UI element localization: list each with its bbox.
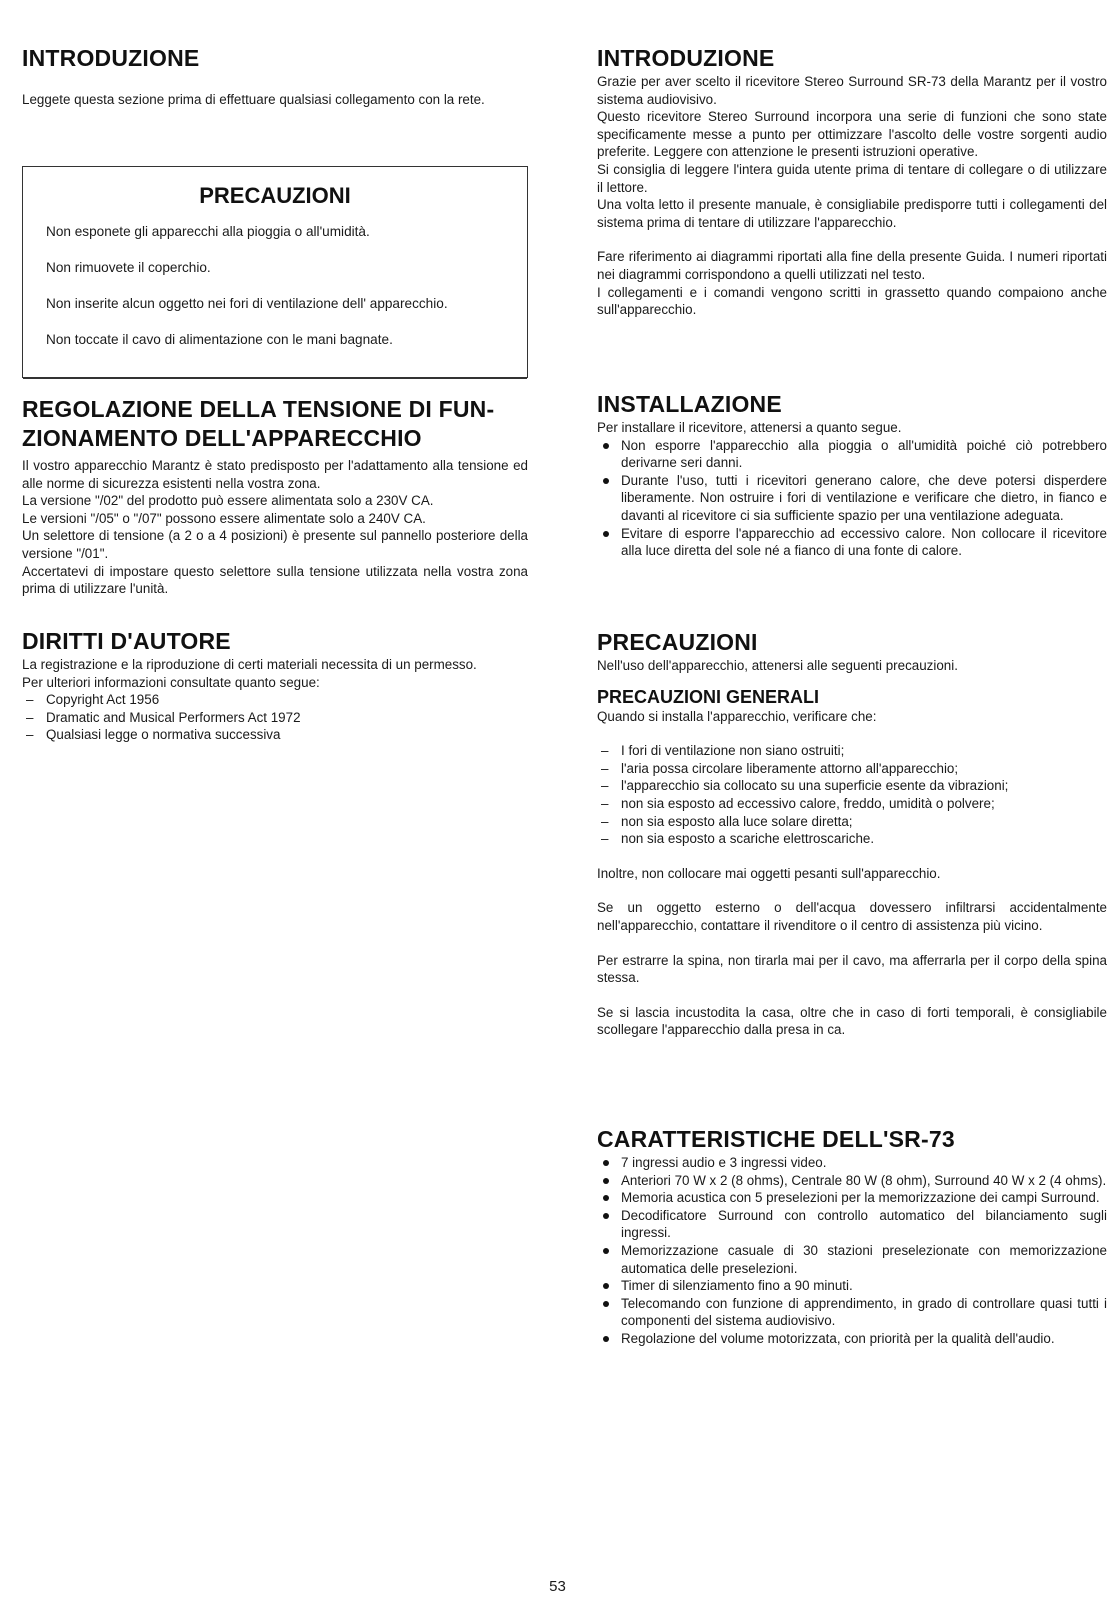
list-item: Durante l'uso, tutti i ricevitori generano calore, che deve potersi disperdere liberamente. Non ostruire i fori di ventilazione e verificare che dietro, in fianco e davanti al ricevitore ci sia sufficiente spazio per una ventilazione adeguata. xyxy=(597,472,1107,525)
spacer xyxy=(597,882,1107,899)
intro-text-left: Leggete questa sezione prima di effettuare qualsiasi collegamento con la rete. xyxy=(22,92,485,107)
list-item: – Dramatic and Musical Performers Act 1972 xyxy=(22,709,528,727)
precautions-paragraph: Se si lascia incustodita la casa, oltre che in caso di forti temporali, è consigliabile scollegare l'apparecchio dalla presa in ca. xyxy=(597,1004,1107,1038)
installation-list xyxy=(597,437,1107,560)
features-list xyxy=(597,1154,1107,1348)
list-item: Timer di silenziamento fino a 90 minuti. xyxy=(597,1277,1107,1295)
list-item: 7 ingressi audio e 3 ingressi video. xyxy=(597,1154,1107,1172)
installation-title: INSTALLAZIONE xyxy=(597,391,782,417)
features-section xyxy=(597,1125,1107,1348)
box-divider xyxy=(23,378,527,379)
list-item: Non esporre l'apparecchio alla pioggia o all'umidità poiché ciò potrebbero derivarne seri danni. xyxy=(597,437,1107,472)
copyright-section xyxy=(22,627,528,744)
general-precautions-title: PRECAUZIONI GENERALI xyxy=(597,686,820,707)
general-precautions-list xyxy=(597,742,1107,848)
spacer xyxy=(597,231,1107,248)
precautions-box-item: Non toccate il cavo di alimentazione con le mani bagnate. xyxy=(46,332,393,348)
list-item: – Qualsiasi legge o normativa successiva xyxy=(22,726,528,744)
voltage-paragraph: Accertatevi di impostare questo selettore sulla tensione utilizzata nella vostra zona prima di utilizzare l'unità. xyxy=(22,563,528,597)
list-item: Telecomando con funzione di apprendimento, in grado di controllare quasi tutti i componenti del sistema audiovisivo. xyxy=(597,1295,1107,1330)
precautions-paragraph: Per estrarre la spina, non tirarla mai per il cavo, ma afferrarla per il corpo della spina stessa. xyxy=(597,952,1107,986)
precautions-box-title: PRECAUZIONI xyxy=(199,183,351,208)
list-item: Evitare di esporre l'apparecchio ad eccessivo calore. Non collocare il ricevitore alla luce diretta del sole né a fianco di una fonte di calore. xyxy=(597,525,1107,560)
copyright-paragraph: La registrazione e la riproduzione di certi materiali necessita di un permesso. xyxy=(22,657,477,672)
list-item: Memorizzazione casuale di 30 stazioni preselezionate con memorizzazione automatica delle preselezioni. xyxy=(597,1242,1107,1277)
list-item: – l'aria possa circolare liberamente attorno all'apparecchio; xyxy=(597,760,1107,778)
intro-title-left: INTRODUZIONE xyxy=(22,45,200,71)
list-item: Anteriori 70 W x 2 (8 ohms), Centrale 80 W (8 ohm), Surround 40 W x 2 (4 ohms). xyxy=(597,1172,1107,1190)
spacer xyxy=(597,848,1107,865)
precautions-box-item: Non esponete gli apparecchi alla pioggia o all'umidità. xyxy=(46,224,370,239)
precautions-paragraph: Se un oggetto esterno o dell'acqua dovessero infiltrarsi accidentalmente nell'apparecchio, contattare il rivenditore o il centro di assistenza più vicino. xyxy=(597,900,1107,933)
precautions-section xyxy=(597,628,1107,1039)
installation-text: Per installare il ricevitore, attenersi a quanto segue. xyxy=(597,420,902,435)
list-item: Regolazione del volume motorizzata, con priorità per la qualità dell'audio. xyxy=(597,1330,1107,1348)
list-item: Decodificatore Surround con controllo automatico del bilanciamento sugli ingressi. xyxy=(597,1207,1107,1242)
intro-paragraph: I collegamenti e i comandi vengono scritti in grassetto quando compaiono anche sull'apparecchio. xyxy=(597,284,1107,318)
copyright-title: DIRITTI D'AUTORE xyxy=(22,628,231,654)
intro-section-left xyxy=(22,44,528,109)
voltage-paragraph: La versione "/02" del prodotto può essere alimentata solo a 230V CA. xyxy=(22,493,434,509)
general-precautions-text: Quando si installa l'apparecchio, verificare che: xyxy=(597,708,877,724)
intro-title-right: INTRODUZIONE xyxy=(597,45,775,71)
precautions-title: PRECAUZIONI xyxy=(597,629,758,655)
voltage-paragraph: Il vostro apparecchio Marantz è stato predisposto per l'adattamento alla tensione ed alle norme di sicurezza esistenti nella vostra zona. xyxy=(22,458,528,491)
voltage-paragraph: Un selettore di tensione (a 2 o a 4 posizioni) è presente sul pannello posteriore della versione "/01". xyxy=(22,528,528,561)
list-item: – non sia esposto a scariche elettroscariche. xyxy=(597,830,1107,848)
precautions-box-item: Non rimuovete il coperchio. xyxy=(46,260,211,276)
list-item: – non sia esposto alla luce solare diretta; xyxy=(597,813,1107,831)
precautions-paragraph: Inoltre, non collocare mai oggetti pesanti sull'apparecchio. xyxy=(597,865,941,881)
list-item: – Copyright Act 1956 xyxy=(22,691,528,709)
intro-paragraph: Fare riferimento ai diagrammi riportati alla fine della presente Guida. I numeri riportati nei diagrammi corrispondono a quelli utilizzati nel testo. xyxy=(597,249,1107,282)
spacer xyxy=(597,935,1107,952)
installation-section xyxy=(597,390,1107,560)
list-item: Memoria acustica con 5 preselezioni per la memorizzazione dei campi Surround. xyxy=(597,1189,1107,1207)
copyright-paragraph: Per ulteriori informazioni consultate quanto segue: xyxy=(22,674,320,690)
precautions-box-item: Non inserite alcun oggetto nei fori di ventilazione dell' apparecchio. xyxy=(46,296,448,312)
list-item: – non sia esposto ad eccessivo calore, freddo, umidità o polvere; xyxy=(597,795,1107,813)
voltage-section xyxy=(22,395,528,598)
features-title: CARATTERISTICHE DELL'SR-73 xyxy=(597,1126,955,1152)
voltage-paragraph: Le versioni "/05" o "/07" possono essere alimentate solo a 240V CA. xyxy=(22,510,426,526)
precautions-text: Nell'uso dell'apparecchio, attenersi alle seguenti precauzioni. xyxy=(597,658,958,673)
intro-section-right xyxy=(597,44,1107,319)
intro-paragraph: Si consiglia di leggere l'intera guida utente prima di tentare di collegare o di utilizzare il lettore. xyxy=(597,161,1107,195)
intro-paragraph: Una volta letto il presente manuale, è consigliabile predisporre tutti i collegamenti del sistema prima di tentare di utilizzare l'apparecchio. xyxy=(597,197,1107,230)
spacer xyxy=(597,987,1107,1004)
list-item: – l'apparecchio sia collocato su una superficie esente da vibrazioni; xyxy=(597,777,1107,795)
precautions-box xyxy=(22,166,528,378)
page-number: 53 xyxy=(549,1578,566,1595)
spacer xyxy=(597,725,1107,742)
voltage-title: REGOLAZIONE DELLA TENSIONE DI FUN-ZIONAMENTO DELL'APPARECCHIO xyxy=(22,396,495,451)
list-item: – I fori di ventilazione non siano ostruiti; xyxy=(597,742,1107,760)
intro-paragraph: Questo ricevitore Stereo Surround incorpora una serie di funzioni che sono state specificamente messe a punto per ottimizzare l'ascolto delle vostre sorgenti audio preferite. Leggere con attenzione le presenti istruzioni operative. xyxy=(597,109,1107,160)
intro-paragraph: Grazie per aver scelto il ricevitore Stereo Surround SR-73 della Marantz per il vostro sistema audiovisivo. xyxy=(597,74,1107,107)
copyright-list xyxy=(22,691,528,744)
